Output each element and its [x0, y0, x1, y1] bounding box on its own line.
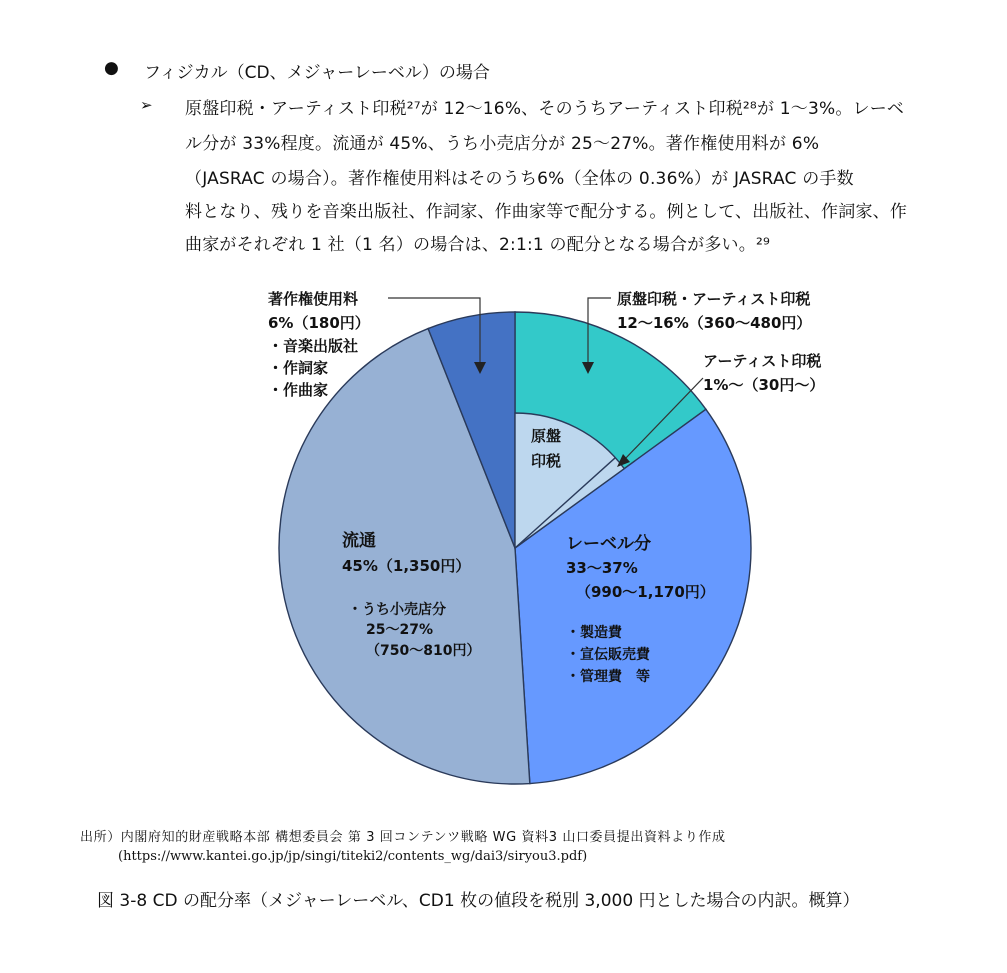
paragraph-line-1: 原盤印税・アーティスト印税²⁷が 12～16%、そのうちアーティスト印税²⁸が 1～3%。レーベ: [185, 99, 905, 119]
arrow-bullet-icon: ➢: [140, 96, 153, 114]
label-label-item: ・製造費: [566, 625, 622, 641]
label-label-item: ・宣伝販売費: [566, 647, 650, 663]
label-master-inner-1: 原盤: [531, 427, 562, 445]
label-copyright-value: 6%（180円）: [268, 314, 370, 332]
paragraph-line-4: 料となり、残りを音楽出版社、作詞家、作曲家等で配分する。例として、出版社、作詞家、作: [185, 202, 908, 222]
source-note: 出所）内閣府知的財産戦略本部 構想委員会 第 3 回コンテンツ戦略 WG 資料3 山口委員提出資料より作成: [80, 830, 726, 845]
label-artist-value: 1%～（30円～）: [703, 376, 825, 394]
label-label-yen: （990～1,170円）: [576, 583, 715, 601]
pie-chart: [0, 270, 1007, 800]
source-url: (https://www.kantei.go.jp/jp/singi/titeki2/contents_wg/dai3/siryou3.pdf): [118, 849, 588, 864]
figure-caption: 図 3-8 CD の配分率（メジャーレーベル、CD1 枚の値段を税別 3,000 円とした場合の内訳。概算）: [97, 891, 860, 911]
label-copyright-item: ・作詞家: [268, 359, 329, 377]
bullet-heading: フィジカル（CD、メジャーレーベル）の場合: [144, 63, 490, 83]
paragraph-line-3: （JASRAC の場合）。著作権使用料はそのうち6%（全体の 0.36%）が JASRAC の手数: [185, 169, 854, 189]
bullet-dot: ●: [104, 58, 119, 78]
label-master-value: 12～16%（360～480円）: [617, 314, 812, 332]
label-label-title: レーベル分: [566, 534, 651, 554]
label-distribution-sub-value: 25～27%: [366, 622, 433, 638]
paragraph-line-2: ル分が 33%程度。流通が 45%、うち小売店分が 25～27%。著作権使用料が 6%: [185, 134, 820, 154]
label-distribution-value: 45%（1,350円）: [342, 557, 471, 575]
label-label-item: ・管理費 等: [566, 669, 650, 685]
label-distribution-title: 流通: [342, 531, 376, 551]
label-distribution-sub: ・うち小売店分: [348, 602, 446, 618]
label-artist-title: アーティスト印税: [703, 352, 822, 370]
paragraph-line-5: 曲家がそれぞれ 1 社（1 名）の場合は、2:1:1 の配分となる場合が多い。²⁹: [185, 235, 770, 255]
label-label-value: 33～37%: [566, 559, 638, 577]
label-master-inner-2: 印税: [531, 452, 562, 470]
label-copyright-item: ・音楽出版社: [268, 337, 359, 355]
label-distribution-sub-yen: （750～810円）: [366, 643, 481, 659]
label-copyright-title: 著作権使用料: [268, 290, 359, 308]
label-master-title: 原盤印税・アーティスト印税: [617, 290, 811, 308]
label-copyright-item: ・作曲家: [268, 381, 329, 399]
